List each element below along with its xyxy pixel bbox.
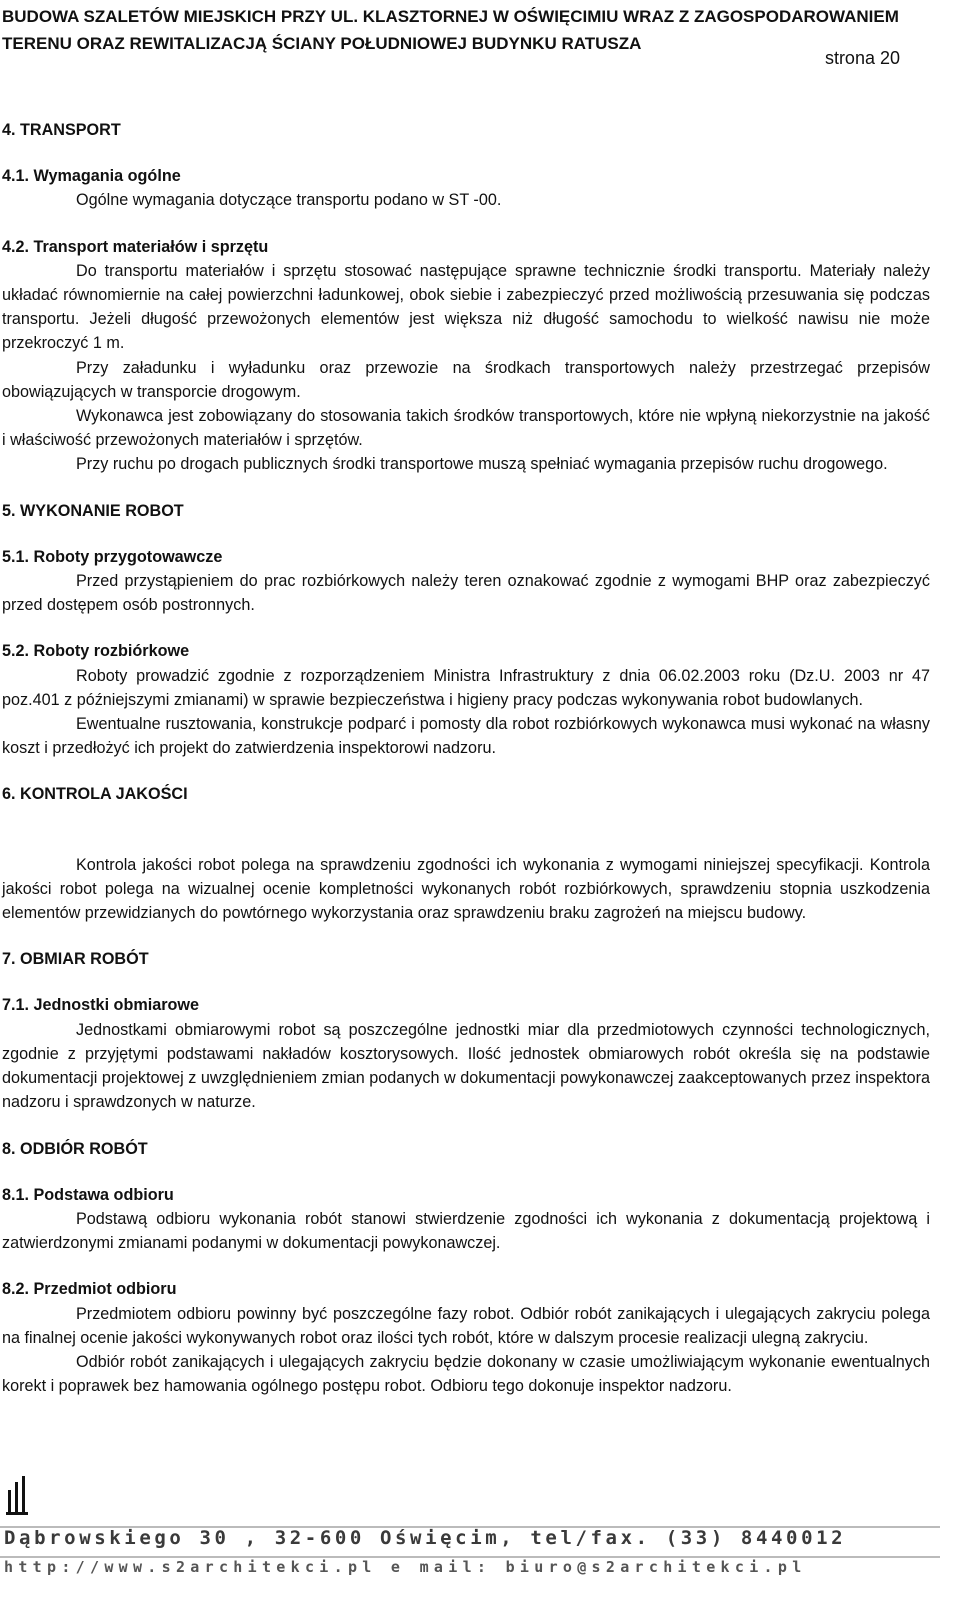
paragraph: Ogólne wymagania dotyczące transportu podano w ST -00. (76, 191, 502, 210)
section-4-heading: 4. TRANSPORT (2, 121, 121, 139)
header-title-line1: BUDOWA SZALETÓW MIEJSKICH PRZY UL. KLASZTORNEJ W OŚWIĘCIMIU WRAZ Z ZAGOSPODAROWANIEM (2, 7, 899, 26)
paragraph: Kontrola jakości robot polega na sprawdzeniu zgodności ich wykonania z wymogami niniejszej specyfikacji. Kontrola jakości robot polega na wizualnej ocenie kompletności wykonanych robót rozbiórkowych, sprawdzeniu stopnia uszkodzenia elementów przewidzianych do powtórnego wykorzystania oraz sprawdzeniu braku zagrożeń na miejscu budowy. (2, 855, 930, 923)
document-footer (0, 1526, 960, 1604)
document-body (2, 118, 930, 1398)
footer-address: Dąbrowskiego 30 , 32-600 Oświęcim, tel/fax. (33) 8440012 (4, 1527, 847, 1549)
paragraph: Przedmiotem odbioru powinny być poszczególne fazy robot. Odbiór robót zanikających i ulegających zakryciu polega na finalnej ocenie jakości wykonywanych robot oraz ilości tych robót, które w dalszym procesie realizacji ulegną zakryciu. (2, 1304, 930, 1347)
paragraph: Do transportu materiałów i sprzętu stosować następujące sprawne technicznie środki transportu. Materiały należy układać równomiernie na całej powierzchni ładunkowej, obok siebie i zabezpieczyć przed możliwością przesuwania się podczas transportu. Jeżeli długość przewożonych elementów jest większa niż długość samochodu to wielkość nawisu nie może przekroczyć 1 m. (2, 261, 930, 353)
section-4-2-heading: 4.2. Transport materiałów i sprzętu (2, 237, 269, 256)
section-8-2-heading: 8.2. Przedmiot odbioru (2, 1280, 177, 1299)
paragraph: Podstawą odbioru wykonania robót stanowi stwierdzenie zgodności ich wykonania z dokumentacją projektową i zatwierdzonymi zmianami podanymi w dokumentacji powykonawczej. (2, 1209, 930, 1253)
paragraph: Przed przystąpieniem do prac rozbiórkowych należy teren oznakować zgodnie z wymogami BHP oraz zabezpieczyć przed dostępem osób postronnych. (2, 572, 930, 615)
section-7-1-heading: 7.1. Jednostki obmiarowe (2, 996, 200, 1015)
paragraph: Roboty prowadzić zgodnie z rozporządzeniem Ministra Infrastruktury z dnia 06.02.2003 roku (Dz.U. 2003 nr 47 poz.401 z późniejszymi zmianami) w sprawie bezpieczeństwa i higieny pracy podczas wykonywania robot budowlanych. (2, 666, 930, 709)
paragraph: Ewentualne rusztowania, konstrukcje podparć i pomosty dla robot rozbiórkowych wykonawca musi wykonać na własny koszt i przedłożyć ich projekt do zatwierdzenia inspektorowi nadzoru. (2, 715, 930, 758)
footer-web-email: http://www.s2architekci.pl e mail: biuro@s2architekci.pl (4, 1558, 807, 1576)
paragraph: Wykonawca jest zobowiązany do stosowania takich środków transportowych, które nie wpłyną niekorzystnie na jakość i właściwość przewożonych materiałów i sprzętów. (2, 407, 930, 450)
header-title-line2: TERENU ORAZ REWITALIZACJĄ ŚCIANY POŁUDNIOWEJ BUDYNKU RATUSZA (2, 34, 642, 53)
section-6-heading: 6. KONTROLA JAKOŚCI (2, 785, 188, 804)
paragraph: Przy ruchu po drogach publicznych środki transportowe muszą spełniać wymagania przepisów ruchu drogowego. (76, 455, 888, 474)
section-5-heading: 5. WYKONANIE ROBOT (2, 501, 184, 520)
page-number: strona 20 (824, 48, 900, 68)
section-8-1-heading: 8.1. Podstawa odbioru (2, 1185, 174, 1204)
document-header (2, 3, 932, 57)
paragraph: Jednostkami obmiarowymi robot są poszczególne jednostki miar dla przedmiotowych czynności technologicznych, zgodnie z przyjętymi podstawami nakładów kosztorysowych. Ilość jednostek obmiarowych robót określa się na podstawie dokumentacji projektowej z uwzględnieniem zmian podanych w dokumentacji powykonawczej zaakceptowanych przez inspektora nadzoru i sprawdzonych w naturze. (2, 1020, 930, 1112)
paragraph: Przy załadunku i wyładunku oraz przewozie na środkach transportowych należy przestrzegać przepisów obowiązujących w transporcie drogowym. (2, 358, 930, 401)
section-4-1-heading: 4.1. Wymagania ogólne (2, 167, 181, 186)
paragraph: Odbiór robót zanikających i ulegających zakryciu będzie dokonany w czasie umożliwiającym wykonanie ewentualnych korekt i poprawek bez hamowania ogólnego postępu robot. Odbioru tego dokonuje inspektor nadzoru. (2, 1352, 930, 1396)
section-5-1-heading: 5.1. Roboty przygotowawcze (2, 547, 223, 566)
company-logo-icon (6, 1476, 28, 1516)
section-7-heading: 7. OBMIAR ROBÓT (2, 950, 149, 969)
section-5-2-heading: 5.2. Roboty rozbiórkowe (2, 642, 190, 661)
section-8-heading: 8. ODBIÓR ROBÓT (2, 1139, 148, 1158)
